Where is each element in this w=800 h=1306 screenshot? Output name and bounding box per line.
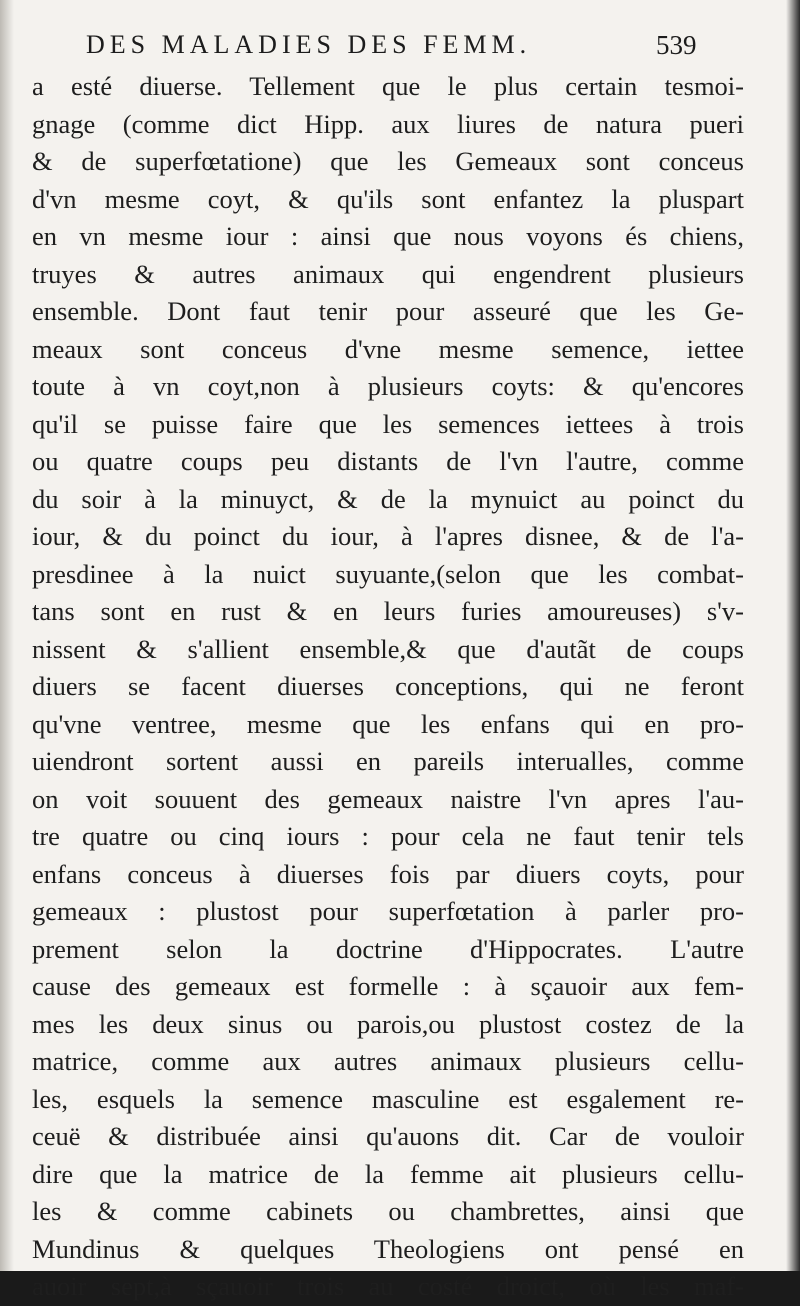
text-line: Mundinus & quelques Theologiens ont pensé en [32, 1233, 744, 1264]
text-line: qu'il se puisse faire que les semences iettees à trois [32, 408, 744, 439]
text-line: qu'vne ventree, mesme que les enfans qui en pro- [32, 708, 744, 739]
text-line: nissent & s'allient ensemble,& que d'autãt de coups [32, 633, 744, 664]
text-line: truyes & autres animaux qui engendrent plusieurs [32, 258, 744, 289]
text-line: uiendront sortent aussi en pareils interualles, comme [32, 746, 744, 776]
text-line: enfans conceus à diuerses fois par diuers coyts, pour [32, 858, 744, 889]
text-line: du soir à la minuyct, & de la mynuict au poinct du [32, 483, 744, 514]
body-text [32, 68, 744, 1306]
text-line: ensemble. Dont faut tenir pour asseuré que les Ge- [32, 296, 744, 326]
text-line: les & comme cabinets ou chambrettes, ainsi que [32, 1196, 744, 1226]
page-edge-shadow [786, 0, 800, 1271]
text-line: matrice, comme aux autres animaux plusieurs cellu- [32, 1046, 744, 1076]
page-gutter-shadow [0, 0, 14, 1271]
text-line: tre quatre ou cinq iours : pour cela ne faut tenir tels [32, 821, 744, 851]
text-line: gnage (comme dict Hipp. aux liures de natura pueri [32, 108, 744, 139]
text-line: & de superfœtatione) que les Gemeaux sont conceus [32, 146, 744, 176]
text-line: mes les deux sinus ou parois,ou plustost costez de la [32, 1008, 744, 1039]
page-number: 539 [656, 30, 697, 60]
running-head: DES MALADIES DES FEMM. [86, 30, 532, 59]
text-line: prement selon la doctrine d'Hippocrates. L'autre [32, 933, 744, 964]
text-line: gemeaux : plustost pour superfœtation à parler pro- [32, 896, 744, 926]
text-line: les, esquels la semence masculine est esgalement re- [32, 1083, 744, 1114]
text-line: on voit souuent des gemeaux naistre l'vn apres l'au- [32, 783, 744, 814]
text-line: ou quatre coups peu distants de l'vn l'autre, comme [32, 446, 744, 476]
text-line: en vn mesme iour : ainsi que nous voyons és chiens, [32, 221, 744, 251]
text-line: tans sont en rust & en leurs furies amoureuses) s'v- [32, 596, 744, 626]
text-line: a esté diuerse. Tellement que le plus certain tesmoi- [32, 71, 744, 101]
text-line: presdinee à la nuict suyuante,(selon que les combat- [32, 558, 744, 589]
text-line: ceuë & distribuée ainsi qu'auons dit. Car de vouloir [32, 1121, 744, 1151]
text-line: dire que la matrice de la femme ait plusieurs cellu- [32, 1158, 744, 1189]
text-line: toute à vn coyt,non à plusieurs coyts: & qu'encores [32, 371, 744, 401]
text-line: cause des gemeaux est formelle : à sçauoir aux fem- [32, 971, 744, 1001]
text-line: diuers se facent diuerses conceptions, qui ne feront [32, 671, 744, 701]
text-line: iour, & du poinct du iour, à l'apres disnee, & de l'a- [32, 521, 744, 551]
text-line: auoir sept,à sçauoir trois au costé droict, où les maf- [32, 1271, 744, 1301]
text-line: meaux sont conceus d'vne mesme semence, iettee [32, 333, 744, 364]
text-line: d'vn mesme coyt, & qu'ils sont enfantez la pluspart [32, 183, 744, 214]
